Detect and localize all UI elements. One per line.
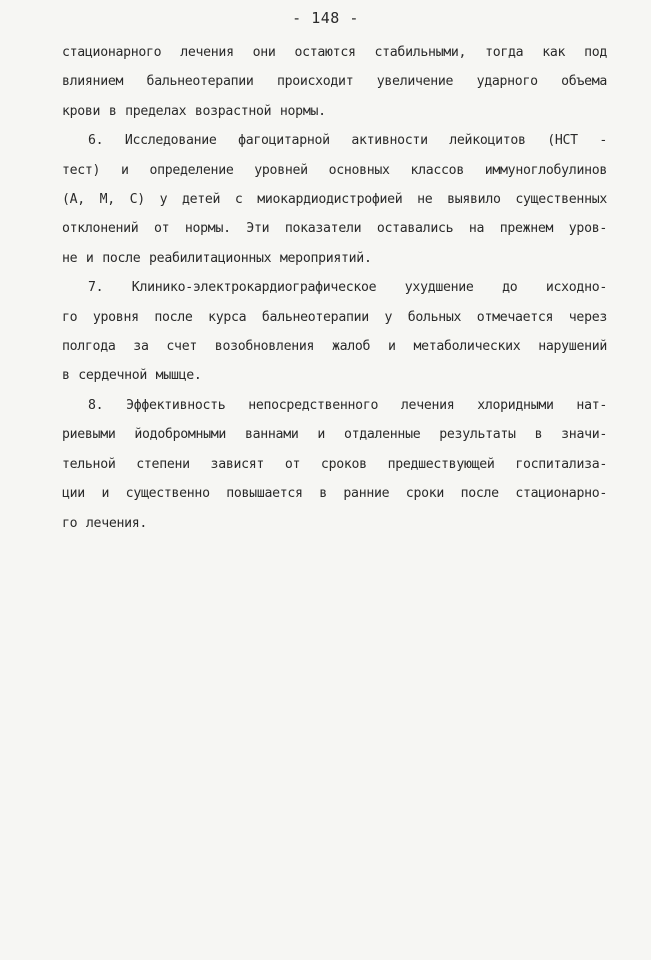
text-line: 6. Исследование фагоцитарной активности лейкоцитов (НСТ -	[88, 133, 607, 149]
text-line: риевыми йодобромными ваннами и отдаленные результаты в значи-	[62, 427, 607, 443]
text-line: в сердечной мышце.	[62, 368, 202, 384]
text-line: (А, М, С) у детей с миокардиодистрофией не выявило существенных	[62, 192, 607, 208]
text-line: ции и существенно повышается в ранние сроки после стационарно-	[62, 486, 607, 502]
page-number: - 148 -	[292, 9, 359, 27]
body-text	[62, 38, 607, 538]
text-line: отклонений от нормы. Эти показатели оставались на прежнем уров-	[62, 221, 607, 237]
text-line: тест) и определение уровней основных классов иммуноглобулинов	[62, 162, 607, 178]
text-line: не и после реабилитационных мероприятий.	[62, 250, 372, 266]
text-line: стационарного лечения они остаются стабильными, тогда как под	[62, 45, 607, 60]
text-line: полгода за счет возобновления жалоб и метаболических нарушений	[62, 339, 607, 355]
text-line: крови в пределах возрастной нормы.	[62, 103, 326, 119]
text-line: 7. Клинико-электрокардиографическое ухудшение до исходно-	[88, 280, 607, 296]
paragraph-continuation	[62, 38, 607, 126]
text-line: влиянием бальнеотерапии происходит увеличение ударного объема	[62, 74, 607, 90]
text-line: го лечения.	[62, 515, 148, 531]
text-line: 8. Эффективность непосредственного лечения хлоридными нат-	[88, 397, 607, 413]
paragraph-8	[62, 391, 607, 538]
text-line: тельной степени зависят от сроков предшествующей госпитализа-	[62, 456, 607, 472]
paragraph-7	[62, 273, 607, 391]
text-line: го уровня после курса бальнеотерапии у больных отмечается через	[62, 309, 607, 325]
paragraph-6	[62, 126, 607, 273]
